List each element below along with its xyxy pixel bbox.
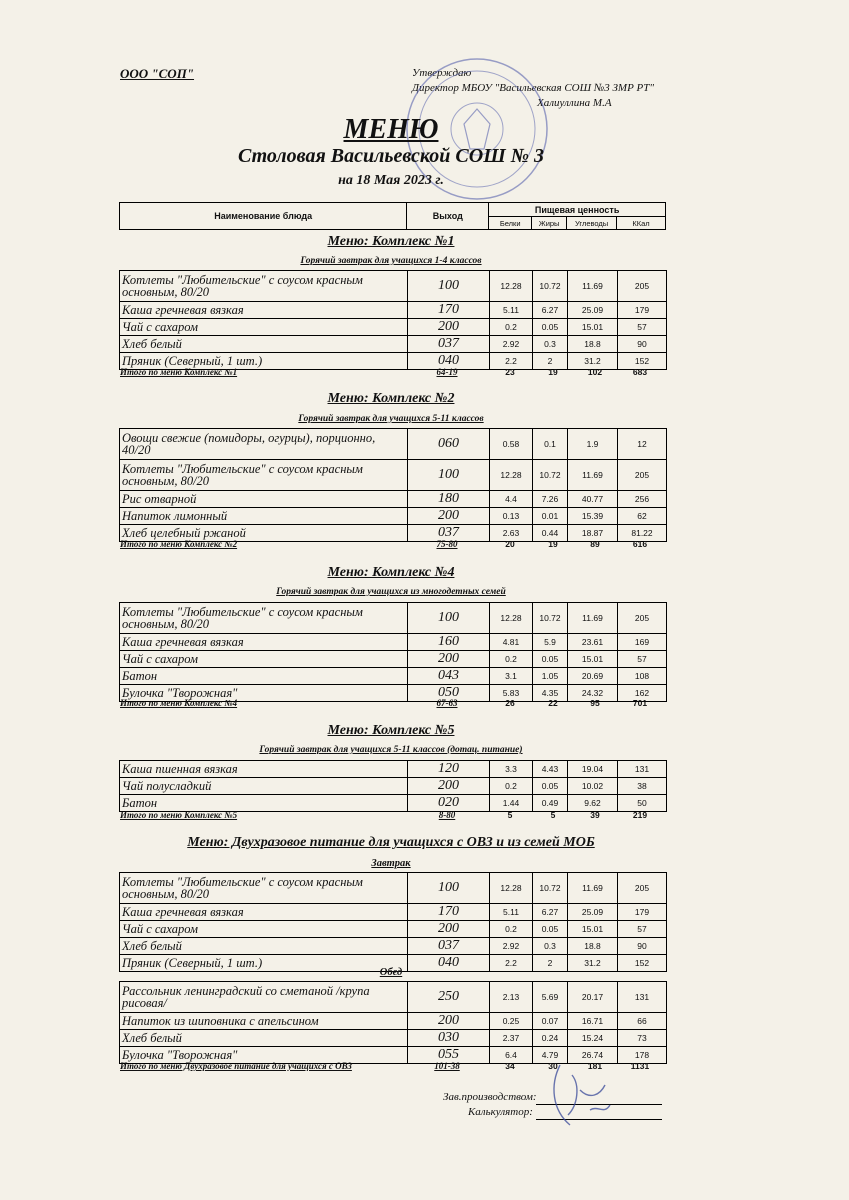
total-fat: 19	[548, 367, 558, 377]
table-row	[120, 603, 667, 634]
production-manager-label: Зав.производством:	[443, 1091, 537, 1103]
total-kcal: 616	[632, 539, 648, 549]
fat-value: 4.35	[533, 685, 568, 702]
dish-name: Чай с сахаром	[120, 651, 408, 668]
table-row	[120, 634, 667, 651]
dish-name: Каша гречневая вязкая	[120, 904, 408, 921]
carbs-value: 25.09	[568, 904, 618, 921]
kcal-value: 50	[618, 795, 667, 812]
dish-name: Батон	[120, 668, 408, 685]
protein-value: 12.28	[490, 271, 533, 302]
section-subtitle: Горячий завтрак для учащихся 1-4 классов	[300, 256, 482, 266]
protein-value: 0.13	[490, 508, 533, 525]
carbs-value: 1.9	[568, 429, 618, 460]
dish-name: Булочка "Творожная"	[120, 685, 408, 702]
table-row	[120, 668, 667, 685]
fat-value: 6.27	[533, 302, 568, 319]
protein-value: 1.44	[490, 795, 533, 812]
fat-value: 2	[533, 955, 568, 972]
dish-name: Котлеты "Любительские" с соусом красным основным, 80/20	[120, 873, 408, 904]
dish-output: 100	[408, 603, 490, 634]
kcal-value: 205	[618, 603, 667, 634]
carbs-value: 20.17	[568, 982, 618, 1013]
fat-value: 0.05	[533, 921, 568, 938]
table-row	[120, 938, 667, 955]
total-kcal: 219	[632, 810, 648, 820]
carbs-value: 25.09	[568, 302, 618, 319]
kcal-value: 169	[618, 634, 667, 651]
carbs-value: 15.24	[568, 1030, 618, 1047]
fat-value: 0.05	[533, 778, 568, 795]
menu-date: на 18 Мая 2023 г.	[338, 173, 444, 188]
dish-name: Пряник (Северный, 1 шт.)	[120, 955, 408, 972]
protein-value: 0.58	[490, 429, 533, 460]
fat-value: 4.43	[533, 761, 568, 778]
protein-value: 2.92	[490, 336, 533, 353]
dish-output: 040	[408, 353, 490, 370]
dish-name: Напиток лимонный	[120, 508, 408, 525]
protein-value: 0.25	[490, 1013, 533, 1030]
section-title: Меню: Комплекс №1	[327, 234, 455, 249]
table-row	[120, 778, 667, 795]
protein-value: 0.2	[490, 921, 533, 938]
dish-name: Каша пшенная вязкая	[120, 761, 408, 778]
kcal-value: 179	[618, 302, 667, 319]
fat-value: 10.72	[533, 460, 568, 491]
kcal-value: 66	[618, 1013, 667, 1030]
table-row	[120, 491, 667, 508]
fat-value: 10.72	[533, 271, 568, 302]
carbs-value: 15.01	[568, 319, 618, 336]
kcal-value: 152	[618, 353, 667, 370]
kcal-value: 90	[618, 336, 667, 353]
dish-output: 200	[408, 921, 490, 938]
protein-value: 2.13	[490, 982, 533, 1013]
kcal-value: 131	[618, 982, 667, 1013]
column-kcal-header: ККал	[617, 217, 666, 230]
column-fat-header: Жиры	[532, 217, 567, 230]
dish-output: 050	[408, 685, 490, 702]
carbs-value: 11.69	[568, 271, 618, 302]
total-row	[119, 367, 666, 379]
dish-output: 180	[408, 491, 490, 508]
total-fat: 5	[550, 810, 556, 820]
kcal-value: 12	[618, 429, 667, 460]
section-title: Меню: Комплекс №4	[327, 565, 455, 580]
signature-scribble	[530, 1055, 620, 1135]
fat-value: 0.07	[533, 1013, 568, 1030]
section-title: Меню: Комплекс №2	[327, 391, 455, 406]
total-fat: 30	[548, 1061, 558, 1071]
table-row	[120, 921, 667, 938]
carbs-value: 15.39	[568, 508, 618, 525]
table-row	[120, 1013, 667, 1030]
dish-name: Чай с сахаром	[120, 921, 408, 938]
dish-name: Чай с сахаром	[120, 319, 408, 336]
dish-name: Каша гречневая вязкая	[120, 634, 408, 651]
total-label: Итого по меню Комплекс №5	[120, 810, 238, 820]
dish-output: 060	[408, 429, 490, 460]
total-carbs: 102	[587, 367, 603, 377]
lunch-label: Обед	[379, 967, 403, 978]
fat-value: 7.26	[533, 491, 568, 508]
section-subtitle: Горячий завтрак для учащихся 5-11 классов (дотац. питание)	[259, 745, 523, 755]
dish-output: 100	[408, 271, 490, 302]
menu-table	[119, 270, 667, 370]
kcal-value: 205	[618, 271, 667, 302]
dish-output: 250	[408, 982, 490, 1013]
fat-value: 0.3	[533, 336, 568, 353]
dish-name: Хлеб целебный ржаной	[120, 525, 408, 542]
total-row	[119, 539, 666, 551]
total-row	[119, 810, 666, 822]
carbs-value: 31.2	[568, 353, 618, 370]
section-subtitle: Горячий завтрак для учащихся 5-11 классов	[298, 414, 484, 424]
section-title: Меню: Комплекс №5	[327, 723, 455, 738]
column-nutrition-header: Пищевая ценность	[489, 203, 666, 217]
dish-name: Котлеты "Любительские" с соусом красным основным, 80/20	[120, 460, 408, 491]
total-carbs: 95	[590, 698, 600, 708]
kcal-value: 38	[618, 778, 667, 795]
menu-table	[119, 602, 667, 702]
table-row	[120, 336, 667, 353]
table-row	[120, 429, 667, 460]
protein-value: 2.2	[490, 353, 533, 370]
total-carbs: 39	[590, 810, 600, 820]
fat-value: 0.49	[533, 795, 568, 812]
dish-name: Котлеты "Любительские" с соусом красным основным, 80/20	[120, 603, 408, 634]
dish-output: 200	[408, 778, 490, 795]
kcal-value: 131	[618, 761, 667, 778]
total-output: 101-38	[434, 1061, 460, 1071]
fat-value: 0.3	[533, 938, 568, 955]
dish-output: 037	[408, 336, 490, 353]
dish-name: Напиток из шиповника с апельсином	[120, 1013, 408, 1030]
carbs-value: 18.87	[568, 525, 618, 542]
carbs-value: 24.32	[568, 685, 618, 702]
page-subtitle: Столовая Васильевской СОШ № 3	[237, 145, 545, 167]
fat-value: 0.24	[533, 1030, 568, 1047]
table-row	[120, 1030, 667, 1047]
total-output: 8-80	[438, 810, 456, 820]
dish-name: Овощи свежие (помидоры, огурцы), порционно, 40/20	[120, 429, 408, 460]
carbs-value: 26.74	[568, 1047, 618, 1064]
dish-output: 100	[408, 873, 490, 904]
fat-value: 2	[533, 353, 568, 370]
carbs-value: 40.77	[568, 491, 618, 508]
dish-name: Хлеб белый	[120, 336, 408, 353]
carbs-value: 23.61	[568, 634, 618, 651]
table-row	[120, 508, 667, 525]
protein-value: 3.3	[490, 761, 533, 778]
total-protein: 5	[507, 810, 513, 820]
total-label: Итого по меню Комплекс №4	[120, 698, 238, 708]
section-title: Меню: Двухразовое питание для учащихся с ОВЗ и из семей МОБ	[187, 835, 595, 850]
dish-name: Каша гречневая вязкая	[120, 302, 408, 319]
total-kcal: 683	[632, 367, 648, 377]
dish-name: Котлеты "Любительские" с соусом красным основным, 80/20	[120, 271, 408, 302]
kcal-value: 256	[618, 491, 667, 508]
fat-value: 1.05	[533, 668, 568, 685]
carbs-value: 9.62	[568, 795, 618, 812]
dish-output: 030	[408, 1030, 490, 1047]
dish-output: 200	[408, 319, 490, 336]
dish-output: 037	[408, 938, 490, 955]
dish-output: 100	[408, 460, 490, 491]
table-row	[120, 271, 667, 302]
total-output: 67-63	[436, 698, 458, 708]
table-row	[120, 795, 667, 812]
dish-name: Батон	[120, 795, 408, 812]
table-row	[120, 904, 667, 921]
kcal-value: 108	[618, 668, 667, 685]
total-protein: 26	[505, 698, 515, 708]
fat-value: 6.27	[533, 904, 568, 921]
dish-output: 170	[408, 904, 490, 921]
fat-value: 0.05	[533, 319, 568, 336]
carbs-value: 18.8	[568, 336, 618, 353]
total-fat: 22	[548, 698, 558, 708]
dish-name: Хлеб белый	[120, 1030, 408, 1047]
menu-table	[119, 981, 667, 1064]
protein-value: 2.63	[490, 525, 533, 542]
kcal-value: 62	[618, 508, 667, 525]
dish-name: Пряник (Северный, 1 шт.)	[120, 353, 408, 370]
total-label: Итого по меню Комплекс №1	[120, 367, 238, 377]
protein-value: 2.92	[490, 938, 533, 955]
total-kcal: 701	[632, 698, 648, 708]
total-protein: 23	[505, 367, 515, 377]
calculator-label: Калькулятор:	[468, 1106, 533, 1118]
total-protein: 34	[505, 1061, 515, 1071]
dish-output: 055	[408, 1047, 490, 1064]
dish-output: 200	[408, 651, 490, 668]
carbs-value: 18.8	[568, 938, 618, 955]
fat-value: 0.44	[533, 525, 568, 542]
total-fat: 19	[548, 539, 558, 549]
protein-value: 5.83	[490, 685, 533, 702]
column-protein-header: Белки	[489, 217, 532, 230]
protein-value: 6.4	[490, 1047, 533, 1064]
section-subtitle: Горячий завтрак для учащихся из многодетных семей	[276, 587, 506, 597]
kcal-value: 90	[618, 938, 667, 955]
carbs-value: 15.01	[568, 921, 618, 938]
column-output-header: Выход	[407, 203, 489, 230]
total-row	[119, 698, 666, 710]
dish-output: 043	[408, 668, 490, 685]
column-carbs-header: Углеводы	[567, 217, 617, 230]
dish-name: Чай полусладкий	[120, 778, 408, 795]
dish-name: Хлеб белый	[120, 938, 408, 955]
carbs-value: 11.69	[568, 603, 618, 634]
total-label: Итого по меню Комплекс №2	[120, 539, 238, 549]
dish-output: 037	[408, 525, 490, 542]
fat-value: 4.79	[533, 1047, 568, 1064]
column-header	[119, 202, 666, 230]
approval-line: Халиуллина М.А	[537, 97, 612, 109]
protein-value: 12.28	[490, 873, 533, 904]
approval-line: Утверждаю	[412, 67, 472, 79]
carbs-value: 11.69	[568, 873, 618, 904]
dish-name: Булочка "Творожная"	[120, 1047, 408, 1064]
carbs-value: 19.04	[568, 761, 618, 778]
protein-value: 5.11	[490, 302, 533, 319]
dish-output: 040	[408, 955, 490, 972]
dish-name: Рассольник ленинградский со сметаной /крупа рисовая/	[120, 982, 408, 1013]
menu-table	[119, 872, 667, 972]
kcal-value: 205	[618, 873, 667, 904]
table-row	[120, 982, 667, 1013]
protein-value: 2.2	[490, 955, 533, 972]
dish-output: 020	[408, 795, 490, 812]
protein-value: 0.2	[490, 778, 533, 795]
dish-output: 160	[408, 634, 490, 651]
carbs-value: 15.01	[568, 651, 618, 668]
kcal-value: 57	[618, 921, 667, 938]
kcal-value: 57	[618, 319, 667, 336]
table-row	[120, 319, 667, 336]
dish-output: 200	[408, 508, 490, 525]
carbs-value: 20.69	[568, 668, 618, 685]
organization-name: ООО "СОП"	[120, 66, 195, 81]
protein-value: 5.11	[490, 904, 533, 921]
breakfast-label: Завтрак	[371, 858, 411, 869]
fat-value: 10.72	[533, 873, 568, 904]
carbs-value: 10.02	[568, 778, 618, 795]
table-row	[120, 302, 667, 319]
dish-output: 120	[408, 761, 490, 778]
protein-value: 0.2	[490, 651, 533, 668]
menu-table	[119, 428, 667, 542]
protein-value: 4.4	[490, 491, 533, 508]
carbs-value: 31.2	[568, 955, 618, 972]
protein-value: 2.37	[490, 1030, 533, 1047]
kcal-value: 179	[618, 904, 667, 921]
fat-value: 0.05	[533, 651, 568, 668]
protein-value: 12.28	[490, 460, 533, 491]
column-name-header: Наименование блюда	[120, 203, 407, 230]
kcal-value: 205	[618, 460, 667, 491]
fat-value: 0.1	[533, 429, 568, 460]
approval-line: Директор МБОУ "Васильевская СОШ №3 ЗМР РТ"	[412, 82, 654, 94]
dish-output: 170	[408, 302, 490, 319]
protein-value: 3.1	[490, 668, 533, 685]
kcal-value: 81.22	[618, 525, 667, 542]
page-title: МЕНЮ	[343, 114, 439, 145]
protein-value: 4.81	[490, 634, 533, 651]
kcal-value: 73	[618, 1030, 667, 1047]
fat-value: 5.9	[533, 634, 568, 651]
kcal-value: 152	[618, 955, 667, 972]
protein-value: 12.28	[490, 603, 533, 634]
table-row	[120, 761, 667, 778]
carbs-value: 11.69	[568, 460, 618, 491]
dish-name: Рис отварной	[120, 491, 408, 508]
total-output: 75-80	[436, 539, 458, 549]
table-row	[120, 873, 667, 904]
total-output: 64-19	[436, 367, 458, 377]
carbs-value: 16.71	[568, 1013, 618, 1030]
kcal-value: 178	[618, 1047, 667, 1064]
table-row	[120, 651, 667, 668]
total-carbs: 181	[587, 1061, 603, 1071]
total-kcal: 1131	[630, 1061, 650, 1071]
menu-table	[119, 760, 667, 812]
fat-value: 10.72	[533, 603, 568, 634]
fat-value: 5.69	[533, 982, 568, 1013]
total-carbs: 89	[590, 539, 600, 549]
total-label: Итого по меню Двухразовое питание для учащихся с ОВЗ	[120, 1061, 352, 1071]
protein-value: 0.2	[490, 319, 533, 336]
total-protein: 20	[505, 539, 515, 549]
dish-output: 200	[408, 1013, 490, 1030]
kcal-value: 162	[618, 685, 667, 702]
fat-value: 0.01	[533, 508, 568, 525]
kcal-value: 57	[618, 651, 667, 668]
table-row	[120, 460, 667, 491]
